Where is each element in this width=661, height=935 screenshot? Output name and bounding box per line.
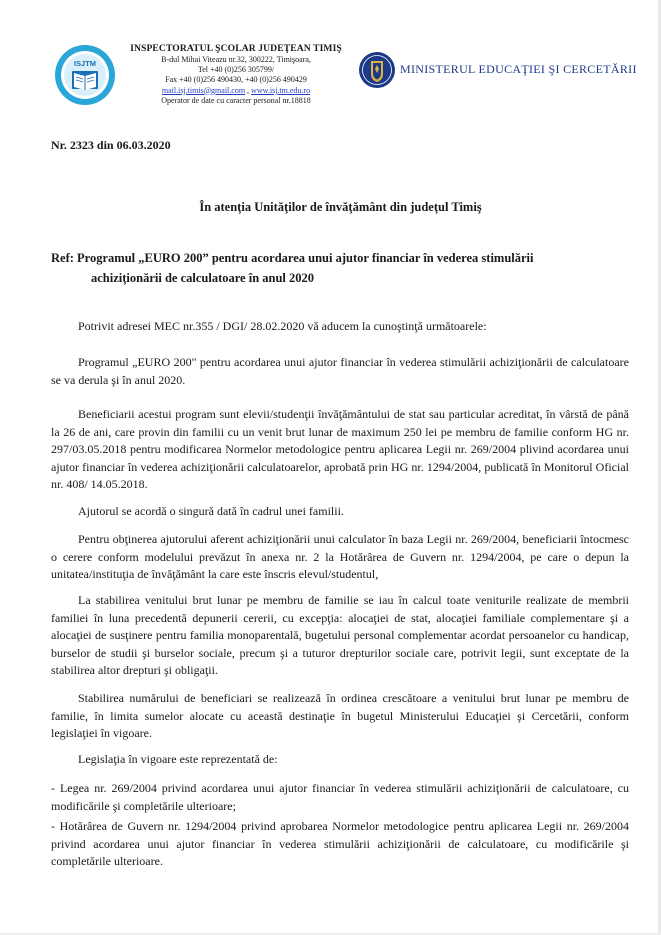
email-link[interactable]: mail.isj.timis@gmail.com xyxy=(161,85,246,95)
paragraph-application: Pentru obţinerea ajutorului aferent achiziţionării unui calculator în baza Legii nr. 269/2004, beneficiarii întocmesc o cerere conform modelului prevăzut în anexa nr. 2 la Hotărârea de Guvern nr. 1294/2004, pe care o depun la unitatea/instituţia de învăţământ la care este înscris elevul/studentul, xyxy=(51,532,629,582)
operator-number: Operator de date cu caracter personal nr.18818 xyxy=(161,95,311,105)
isj-logo-icon xyxy=(54,44,116,106)
institution-tel: Tel +40 (0)256 305799/ xyxy=(197,65,275,75)
paragraph-legislation: Legislaţia în vigoare este reprezentată de: xyxy=(78,752,278,766)
contact-separator: , xyxy=(245,85,252,95)
institution-name: INSPECTORATUL ŞCOLAR JUDEŢEAN TIMIŞ xyxy=(130,43,342,54)
paragraph-intro: Potrivit adresei MEC nr.355 / DGI/ 28.02.2020 vă aducem la cunoştinţă următoarele: xyxy=(78,319,487,333)
document-number: Nr. 2323 din 06.03.2020 xyxy=(51,138,171,152)
reference-subject xyxy=(51,248,611,288)
paragraph-once-per-family: Ajutorul se acordă o singură dată în cadrul unei familii. xyxy=(78,504,344,518)
law-item-1: - Legea nr. 269/2004 privind acordarea unui ajutor financiar în vederea stimulării achiziţionării de calculatoare, cu modificările şi completările ulterioare; xyxy=(51,781,629,813)
isj-logo-text: ISJTM xyxy=(73,59,97,68)
institution-header xyxy=(116,43,356,106)
paragraph-ranking: Stabilirea numărului de beneficiari se realizează în ordinea crescătoare a venitului brut lunar pe membru de familie, în limita sumelor alocate cu această destinaţie în bugetul Ministerului Educaţiei şi Cercetării, conform legislaţiei în vigoare. xyxy=(51,691,629,741)
ministry-name: MINISTERUL EDUCAŢIEI ŞI CERCETĂRII xyxy=(400,62,637,76)
paragraph-income-calculation: La stabilirea venitului brut lunar pe membru de familie se iau în calcul toate veniturile realizate de membrii familiei în luna precedentă depunerii cererii, cu excepţia: alocaţiei de stat, alocaţiei familiale complementare şi a alocaţiei de susţinere pentru familia monoparentală, bugetului personal complementar acordat persoanelor cu handicap, burselor de studii şi burselor sociale, precum şi a tuturor drepturilor sociale care, potrivit legii, sunt exceptate de la stabilirea altor drepturi şi obligaţii. xyxy=(51,593,629,678)
institution-fax: Fax +40 (0)256 490430, +40 (0)256 490429 xyxy=(165,75,307,85)
paragraph-program: Programul „EURO 200" pentru acordarea unui ajutor financiar în vederea stimulării achiziţionării de calculatoare se va derula şi în anul 2020. xyxy=(51,355,629,387)
attention-line: În atenţia Unităţilor de învăţământ din judeţul Timiş xyxy=(199,200,482,214)
institution-contact xyxy=(116,86,356,96)
reference-line-1: Ref: Programul „EURO 200” pentru acordarea unui ajutor financiar în vederea stimulării xyxy=(51,251,534,265)
paragraph-beneficiaries: Beneficiarii acestui program sunt elevii/studenţii învăţământului de stat sau particular acreditat, în vârstă de până la 26 de ani, care provin din familii cu un venit brut lunar de maximum 250 lei pe membru de familie conform HG nr. 297/03.05.2018 pentru modificarea Normelor metodologice pentru aplicarea Legii nr. 269/2004 plivind acordarea unui ajutor financiar în vederea achiziţionării calculatoarelor, aprobată prin HG nr. 1294/2004, publicată în Monitorul Oficial nr. 408/ 14.05.2018. xyxy=(51,407,629,492)
website-link[interactable]: www.isj.tm.edu.ro xyxy=(251,85,311,95)
institution-address: B-dul Mihai Viteazu nr.32, 300222, Timişoara, xyxy=(161,55,311,64)
ministry-crest-icon xyxy=(358,48,396,92)
law-item-2: - Hotărârea de Guvern nr. 1294/2004 privind aprobarea Normelor metodologice pentru aplicarea Legii nr. 269/2004 privind acordarea unui ajutor financiar în vederea stimulării achiziţionării de calculatoare, cu modificările şi completările ulterioare. xyxy=(51,819,629,869)
reference-line-2: achiziţionării de calculatoare în anul 2020 xyxy=(91,271,315,285)
